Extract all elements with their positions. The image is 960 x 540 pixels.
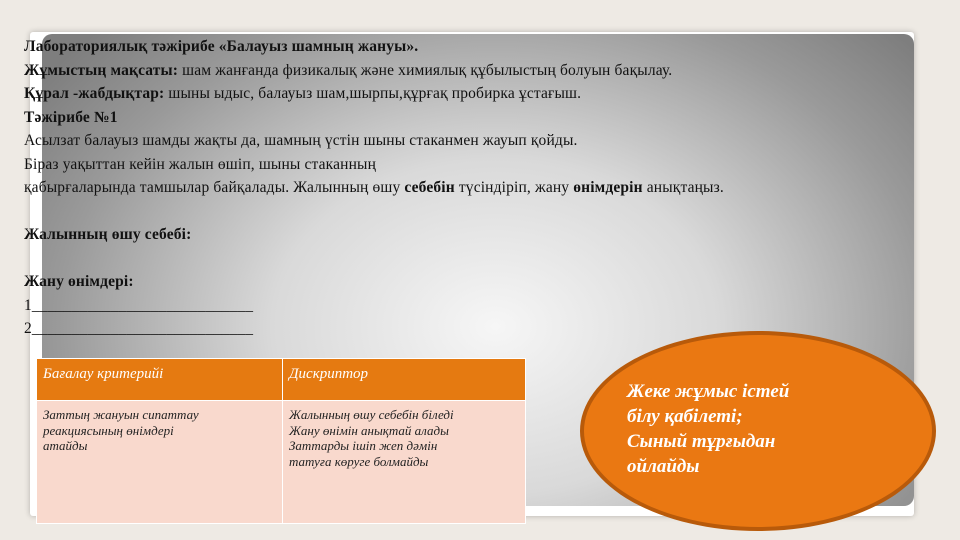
reason-heading: Жалынның өшу себебі:: [24, 226, 192, 243]
oval-line: Жеке жұмыс істей: [627, 381, 790, 402]
oval-line: білу қабілеті;: [627, 406, 743, 427]
experiment-step-3: [24, 176, 924, 200]
step3-bold2: өнімдерін: [573, 179, 643, 196]
equipment-label: Құрал -жабдықтар:: [24, 85, 165, 102]
answer-line-1: 1____________________________: [24, 296, 254, 314]
criterion-line: Заттың жануын сипаттау: [43, 407, 199, 422]
experiment-heading: Тәжірибе №1: [24, 108, 118, 126]
products-heading: Жану өнімдері:: [24, 273, 134, 290]
worksheet-text: [24, 35, 924, 341]
descriptor-line: Жалынның өшу себебін біледі: [289, 407, 454, 422]
descriptor-line: татуға көруге болмайды: [289, 453, 429, 469]
aim-line: [24, 59, 924, 83]
aim-text: шам жанғанда физикалық және химиялық құбылыстың болуын бақылау.: [178, 61, 673, 79]
experiment-step-2: Біраз уақыттан кейін жалын өшіп, шыны стаканның: [24, 155, 377, 173]
criterion-line: реакциясының өнімдері: [43, 422, 174, 438]
oval-line: Сыный тұрғыдан: [627, 431, 776, 452]
equipment-text: шыны ыдыс, балауыз шам,шырпы,құрғақ пробирка ұстағыш.: [164, 85, 582, 102]
table-header-row: [37, 359, 526, 401]
spacer: [24, 247, 924, 271]
oval-line: ойлайды: [627, 456, 700, 477]
step3-part1: қабырғаларында тамшылар байқалады. Жалынның өшу: [24, 179, 405, 196]
experiment-step-1: Асылзат балауыз шамды жақты да, шамның үстін шыны стаканмен жауып қойды.: [24, 132, 578, 149]
criterion-cell: [37, 401, 283, 524]
criterion-line: атайды: [43, 438, 88, 453]
worksheet-title: Лабораториялық тәжірибе «Балауыз шамның жануы».: [24, 38, 419, 55]
spacer: [24, 200, 924, 224]
step3-bold1: себебін: [404, 179, 455, 196]
criterion-header: Бағалау критерийі: [37, 359, 283, 401]
equipment-line: [24, 82, 924, 106]
assessment-table: [36, 358, 526, 524]
descriptor-line: Заттарды ішіп жеп дәмін: [289, 438, 438, 453]
skills-oval-text: [627, 379, 887, 479]
descriptor-header: Дискриптор: [283, 359, 526, 401]
descriptor-cell: [283, 401, 526, 524]
step3-part3: анықтаңыз.: [642, 179, 724, 196]
aim-label: Жұмыстың мақсаты:: [24, 61, 179, 79]
answer-line-2: 2____________________________: [24, 320, 254, 337]
table-row: [37, 401, 526, 524]
descriptor-line: Жану өнімін анықтай алады: [289, 422, 449, 438]
step3-part2: түсіндіріп, жану: [454, 179, 574, 196]
